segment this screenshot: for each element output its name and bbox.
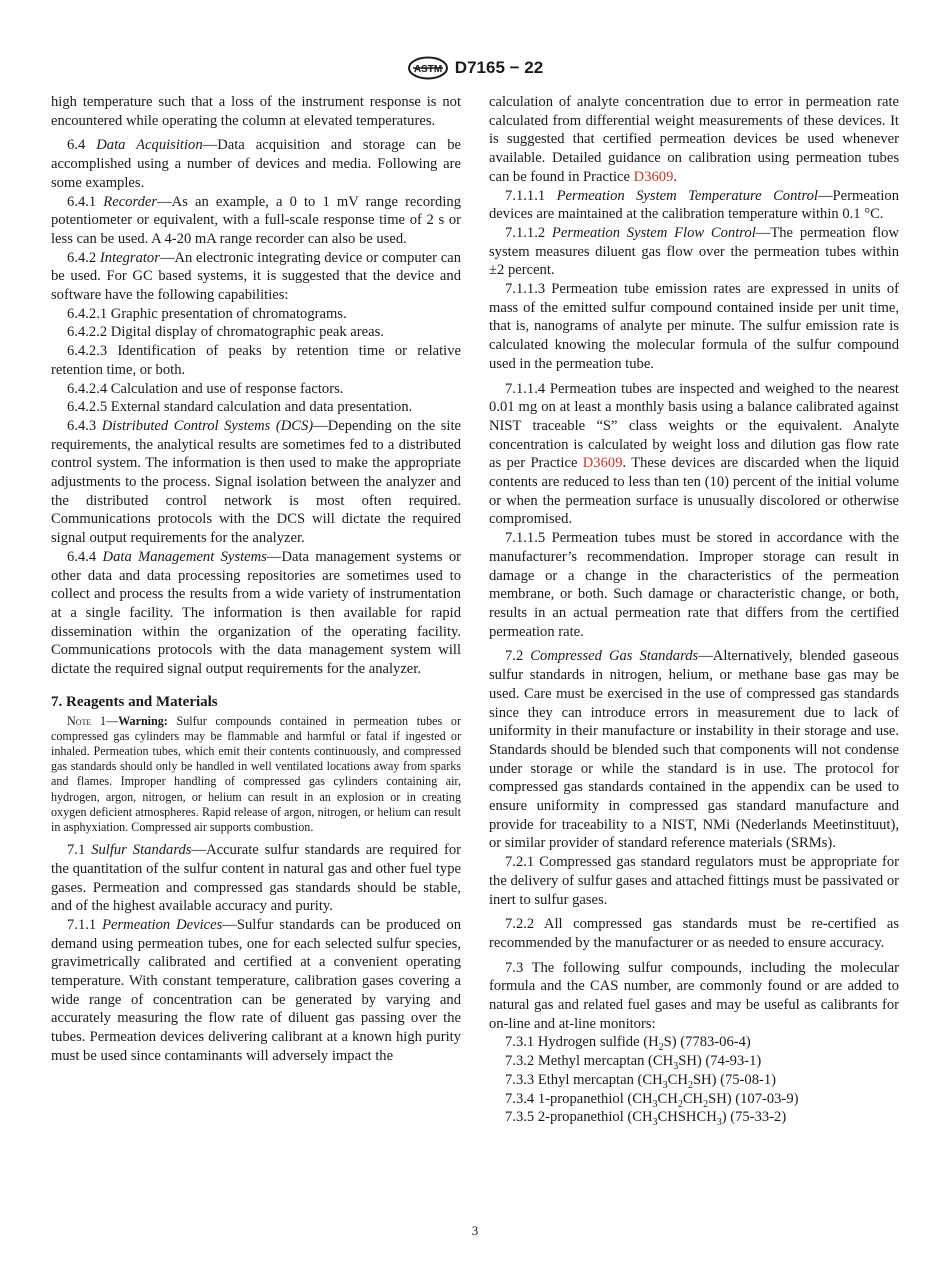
paragraph-7-1-1-4: 7.1.1.4 Permeation tubes are inspected and weighed to the nearest 0.01 mg on at least a monthly basis using a balance calibrated against NIST traceable “S” class weights or the equivalent. Analyte concentration is calculated by weight loss and dilution gas flow rate as per Practice D3609. These devices are discarded when the liquid contents are reduced to less than ten (10) percent of the initial volume or when the permeation surface is unusually discolored or otherwise compromised. <box>489 380 899 528</box>
page-header <box>0 56 950 82</box>
compound-item: 7.3.1 Hydrogen sulfide $(H_2S)$ (7783-06-4) <box>505 1034 751 1054</box>
paragraph-6-4-1: 6.4.1 Recorder—As an example, a 0 to 1 mV range recording potentiometer or equivalent, with a full-scale response time of 2 s or less can be used. A 4-20 mA range recorder can also be used. <box>51 193 461 247</box>
compound-item: 7.3.2 Methyl mercaptan $(CH_3SH)$ (74-93-1) <box>505 1053 762 1073</box>
paragraph-7-3: 7.3 The following sulfur compounds, including the molecular formula and the CAS number, are commonly found or are added to natural gas and related fuel gases and may be useful as calibrants for on-line and at-line monitors: <box>489 959 899 1032</box>
paragraph-6-4-2-5: 6.4.2.5 External standard calculation and data presentation. <box>67 399 413 416</box>
compound-item: 7.3.5 2-propanethiol $(CH_3CHSHCH_3)$ (75-33-2) <box>505 1109 787 1129</box>
paragraph-7-2: 7.2 Compressed Gas Standards—Alternatively, blended gaseous sulfur standards in nitrogen, helium, or methane base gas may be used. Care must be exercised in the use of compressed gas standards since they can introduce errors in measurement due to lack of uniformity in their manufacture or instability in their storage and use. Standards should be blended such that components will not condense under storage or while the standard is in use. The protocol for compressed gas standards contained in the appendix can be used to ensure uniformity in compressed gas standard manufacture and provide for traceability to a NIST, NMi (Nederlands Meetinstituut), or similar provider of standard reference materials (SRMs). <box>489 648 899 852</box>
paragraph-7-2-1: 7.2.1 Compressed gas standard regulators must be appropriate for the delivery of sulfur gases and attached fittings must be passivated or inert to sulfur gases. <box>489 854 899 908</box>
paragraph-7-1-1-5: 7.1.1.5 Permeation tubes must be stored in accordance with the manufacturer’s recommendation. Improper storage can result in damage or a change in the characteristics of the permeation membrane, or both. Such damage or characteristic change, or both, results in an actual permeation rate that differs from the certified permeation rate. <box>489 530 899 640</box>
d3609-link[interactable]: D3609 <box>633 168 674 185</box>
paragraph-7-1-1-1: 7.1.1.1 Permeation System Temperature Control—Permeation devices are maintained at the calibration temperature within 0.1 °C. <box>489 187 899 223</box>
paragraph-6-4-2-3: 6.4.2.3 Identification of peaks by retention time or relative retention time, or both. <box>51 343 461 378</box>
page-number: 3 <box>471 1223 479 1238</box>
right-column <box>489 93 899 1127</box>
paragraph-7-2-2: 7.2.2 All compressed gas standards must be re-certified as recommended by the manufacturer or as needed to ensure accuracy. <box>489 916 899 951</box>
compound-item: 7.3.3 Ethyl mercaptan $(CH_3CH_2SH)$ (75-08-1) <box>505 1071 777 1091</box>
paragraph-6-4-2-2: 6.4.2.2 Digital display of chromatographic peak areas. <box>67 324 384 341</box>
paragraph-continued: calculation of analyte concentration due to error in permeation rate calculated from differential weight measurements of these devices. It is suggested that certified permeation devices be used whenever available. Detailed guidance on calibration using permeation tubes can be found in Practice D3609. <box>489 94 899 185</box>
paragraph-7-1: 7.1 Sulfur Standards—Accurate sulfur standards are required for the quantitation of the sulfur content in natural gas and other fuel type gases. Permeation and compressed gas standards should be stable, and of the highest available accuracy and purity. <box>51 842 462 915</box>
astm-logo-icon <box>407 56 449 80</box>
paragraph-6-4-2: 6.4.2 Integrator—An electronic integrating device or computer can be used. For GC based systems, it is suggested that the device and software have the following capabilities: <box>51 249 461 304</box>
paragraph-7-1-1-2: 7.1.1.2 Permeation System Flow Control—The permeation flow system measures diluent gas flow over the permeation tubes within ±2 percent. <box>489 224 899 279</box>
paragraph-7-1-1-3: 7.1.1.3 Permeation tube emission rates are expressed in units of mass of the emitted sulfur compound contained inside per unit time, that is, nanograms of analyte per minute. The sulfur emission rate is calculated knowing the molecular formula of the sulfur compound used in the permeation tube. <box>489 281 899 372</box>
paragraph-6-4-2-1: 6.4.2.1 Graphic presentation of chromatograms. <box>67 305 347 322</box>
paragraph-6-4-3: 6.4.3 Distributed Control Systems (DCS)—Depending on the site requirements, the analytical results are sometimes fed to a distributed control system. The information is then used to make the appropriate adjustments to the process. Signal isolation between the analyzer and the distributed control network is most often required. Communications protocols with the DCS will dictate the required signal output requirements for the analyzer. <box>51 417 461 547</box>
paragraph-6-4-2-4: 6.4.2.4 Calculation and use of response factors. <box>67 380 344 397</box>
document-id: D7165 − 22 <box>454 58 544 77</box>
warning-note: Note 1—Warning: Sulfur compounds contained in permeation tubes or compressed gas cylinders may be flammable and harmful or fatal if ingested or inhaled. Permeation tubes, which emit their contents continuously, and compressed gas standards should only be handled in well ventilated locations away from sparks and flames. Improper handling of compressed gas cylinders containing air, hydrogen, argon, nitrogen, or helium can result in an explosion or in creating oxygen deficient atmospheres. Rapid release of argon, nitrogen, or helium can result in asphyxiation. Compressed air supports combustion. <box>51 713 461 834</box>
d3609-link[interactable]: D3609 <box>582 455 623 472</box>
paragraph-6-4: 6.4 Data Acquisition—Data acquisition and storage can be accomplished using a number of devices and media. Following are some examples. <box>51 137 461 191</box>
paragraph-7-1-1: 7.1.1 Permeation Devices—Sulfur standards can be produced on demand using permeation tubes, one for each selected sulfur species, gravimetrically calibrated and certified at a convenient operating temperature. With constant temperature, calibration gases covering a wide range of concentration can be generated by varying and accurately measuring the flow rate of diluent gas passing over the tubes. Permeation devices delivering calibrant at a known high purity must be used since contaminants will adversely impact the <box>51 916 461 1064</box>
paragraph: high temperature such that a loss of the instrument response is not encountered while operating the column at elevated temperatures. <box>51 94 461 129</box>
left-column <box>51 93 461 1066</box>
svg-text:ASTM: ASTM <box>413 64 442 75</box>
compound-item: 7.3.4 1-propanethiol $(CH_3CH_2CH_2SH)$ (107-03-9) <box>505 1090 799 1110</box>
paragraph-6-4-4: 6.4.4 Data Management Systems—Data management systems or other data and data processing repositories are sometimes used to collect and process the results from a wide variety of instrumentation at a single facility. The information is then available for rapid dissemination within the organization of the operating facility. Communications protocols with the data management system will dictate the required signal output requirements for the analyzer. <box>51 548 461 678</box>
section-heading: 7. Reagents and Materials <box>51 693 218 710</box>
